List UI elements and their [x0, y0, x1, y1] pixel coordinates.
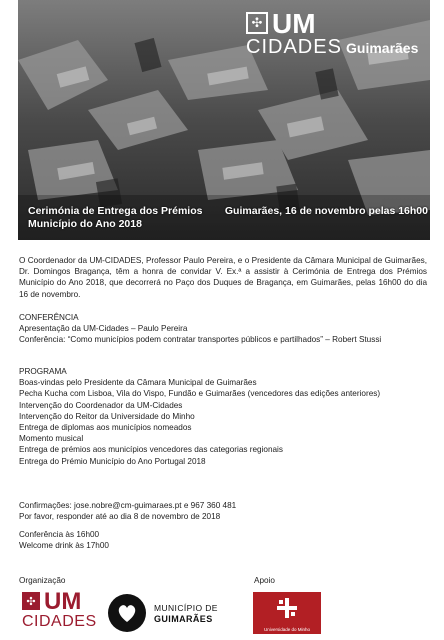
intro-paragraph: O Coordenador da UM-CIDADES, Professor Paulo Pereira, e o Presidente da Câmara Municipal de Guimarães, Dr. Domingos Bragança, têm a honra de convidar V. Ex.ª a assistir à Cerimónia de Entrega dos Prémios Município do Ano 2018, que decorrerá no Paço dos Duques de Bragança, em Guimarães, pelas 16h00 do dia 16 de novembro.	[19, 256, 427, 299]
support-label: Apoio	[254, 576, 275, 585]
municipio-guimaraes-logo	[108, 594, 228, 634]
program-item: Intervenção do Reitor da Universidade do Minho	[19, 411, 195, 421]
hero-photo	[18, 0, 430, 240]
um-emblem-icon: ✣	[22, 592, 40, 610]
program-item: Entrega de diplomas aos municípios nomeados	[19, 423, 192, 433]
umc-cidades-text: CIDADES	[22, 613, 97, 630]
event-title-line2: Município do Ano 2018	[28, 218, 142, 230]
conference-heading: CONFERÊNCIA	[19, 313, 79, 322]
rsvp-section	[19, 500, 427, 522]
um-cidades-logo	[22, 588, 97, 636]
rsvp-contact: Confirmações: jose.nobre@cm-guimaraes.pt e 967 360 481	[19, 501, 237, 510]
program-item: Pecha Kucha com Lisboa, Vila do Vispo, Fundão e Guimarães (vencedores das edições anteriores)	[19, 389, 381, 399]
program-item: Entrega de prémios aos municípios vencedores das categorias regionais	[19, 445, 283, 455]
schedule-section	[19, 529, 427, 551]
event-title	[28, 205, 218, 231]
program-item: Boas-vindas pelo Presidente da Câmara Municipal de Guimarães	[19, 378, 257, 388]
event-date: Guimarães, 16 de novembro pelas 16h00	[224, 205, 428, 217]
program-item: Intervenção do Coordenador da UM-Cidades	[19, 400, 183, 410]
gmr-line1: MUNICÍPIO DE	[154, 603, 218, 613]
um-cidades-guimaraes-logo	[246, 8, 430, 62]
brand-um: UM	[272, 8, 316, 39]
schedule-conference: Conferência às 16h00	[19, 530, 100, 539]
organization-label: Organização	[19, 576, 66, 585]
universidade-minho-logo	[253, 592, 321, 634]
conference-section	[19, 312, 427, 346]
umc-um-text: UM	[44, 588, 82, 615]
uminho-emblem-icon	[277, 598, 297, 618]
guimaraes-heart-icon	[108, 594, 146, 632]
event-title-line1: Cerimónia de Entrega dos Prémios	[28, 205, 203, 217]
program-item: Entrega do Prémio Município do Ano Portugal 2018	[19, 456, 206, 466]
program-heading: PROGRAMA	[19, 367, 67, 376]
uminho-caption: Universidade do Minho	[263, 627, 311, 632]
schedule-welcome-drink: Welcome drink às 17h00	[19, 541, 109, 551]
gmr-line2: GUIMARÃES	[154, 614, 213, 624]
brand-city: Guimarães	[346, 40, 419, 56]
conference-line: Apresentação da UM-Cidades – Paulo Pereira	[19, 324, 188, 334]
rsvp-deadline: Por favor, responder até ao dia 8 de novembro de 2018	[19, 512, 221, 522]
conference-line: Conferência: “Como municípios podem contratar transportes públicos e partilhados” – Robert Stussi	[19, 335, 382, 345]
program-item: Momento musical	[19, 434, 84, 444]
um-emblem-icon: ✣	[246, 12, 268, 34]
program-section	[19, 366, 427, 467]
brand-cidades: CIDADES	[246, 36, 342, 58]
